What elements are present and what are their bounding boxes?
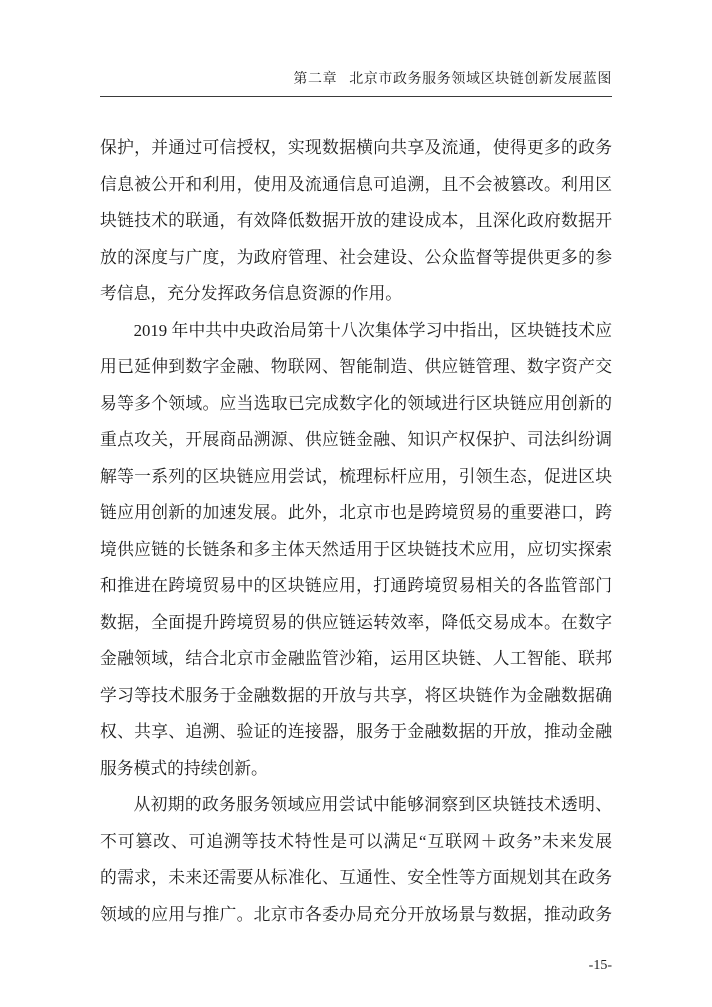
text-line: 不可篡改、可追溯等技术特性是可以满足“互联网＋政务”未来发展 [100, 831, 612, 851]
text-line: 学习等技术服务于金融数据的开放与共享，将区块链作为金融数据确 [100, 685, 612, 705]
chapter-number: 第二章 [293, 72, 338, 87]
text-line: 2019 年中共中央政治局第十八次集体学习中指出，区块链技术应 [133, 320, 612, 340]
chapter-title: 北京市政务服务领域区块链创新发展蓝图 [349, 72, 612, 87]
text-line: 解等一系列的区块链应用尝试，梳理标杆应用，引领生态，促进区块 [100, 466, 612, 486]
text-line: 用已延伸到数字金融、物联网、智能制造、供应链管理、数字资产交 [100, 357, 612, 376]
text-line: 领域的应用与推广。北京市各委办局充分开放场景与数据，推动政务 [100, 904, 612, 924]
text-line: 数据，全面提升跨境贸易的供应链运转效率，降低交易成本。在数字 [100, 612, 612, 632]
header-rule [100, 96, 612, 97]
text-line: 境供应链的长链条和多主体天然适用于区块链技术应用，应切实探索 [100, 539, 612, 559]
text-line: 放的深度与广度，为政府管理、社会建设、公众监督等提供更多的参 [100, 247, 612, 267]
paragraph-2 [100, 313, 612, 788]
text-line: 从初期的政务服务领域应用尝试中能够洞察到区块链技术透明、 [133, 795, 612, 814]
text-line: 服务模式的持续创新。 [100, 758, 268, 778]
text-line: 重点攻关，开展商品溯源、供应链金融、知识产权保护、司法纠纷调 [100, 430, 612, 449]
paragraph-1 [100, 130, 612, 313]
text-line: 考信息，充分发挥政务信息资源的作用。 [100, 284, 403, 303]
text-line: 保护，并通过可信授权，实现数据横向共享及流通，使得更多的政务 [100, 138, 612, 157]
paragraph-3 [100, 787, 612, 933]
running-header [100, 70, 612, 90]
text-line: 信息被公开和利用，使用及流通信息可追溯，且不会被篡改。利用区 [100, 174, 612, 194]
text-line: 链应用创新的加速发展。此外，北京市也是跨境贸易的重要港口，跨 [100, 503, 612, 522]
text-line: 和推进在跨境贸易中的区块链应用，打通跨境贸易相关的各监管部门 [100, 576, 612, 595]
text-line: 易等多个领域。应当选取已完成数字化的领域进行区块链应用创新的 [100, 393, 612, 413]
text-line: 金融领域，结合北京市金融监管沙箱，运用区块链、人工智能、联邦 [100, 649, 612, 668]
body-text [100, 130, 612, 933]
text-line: 权、共享、追溯、验证的连接器，服务于金融数据的开放，推动金融 [100, 722, 612, 741]
text-line: 块链技术的联通，有效降低数据开放的建设成本，且深化政府数据开 [100, 211, 612, 230]
page-number: -15- [588, 958, 612, 973]
text-line: 的需求，未来还需要从标准化、互通性、安全性等方面规划其在政务 [100, 868, 612, 887]
